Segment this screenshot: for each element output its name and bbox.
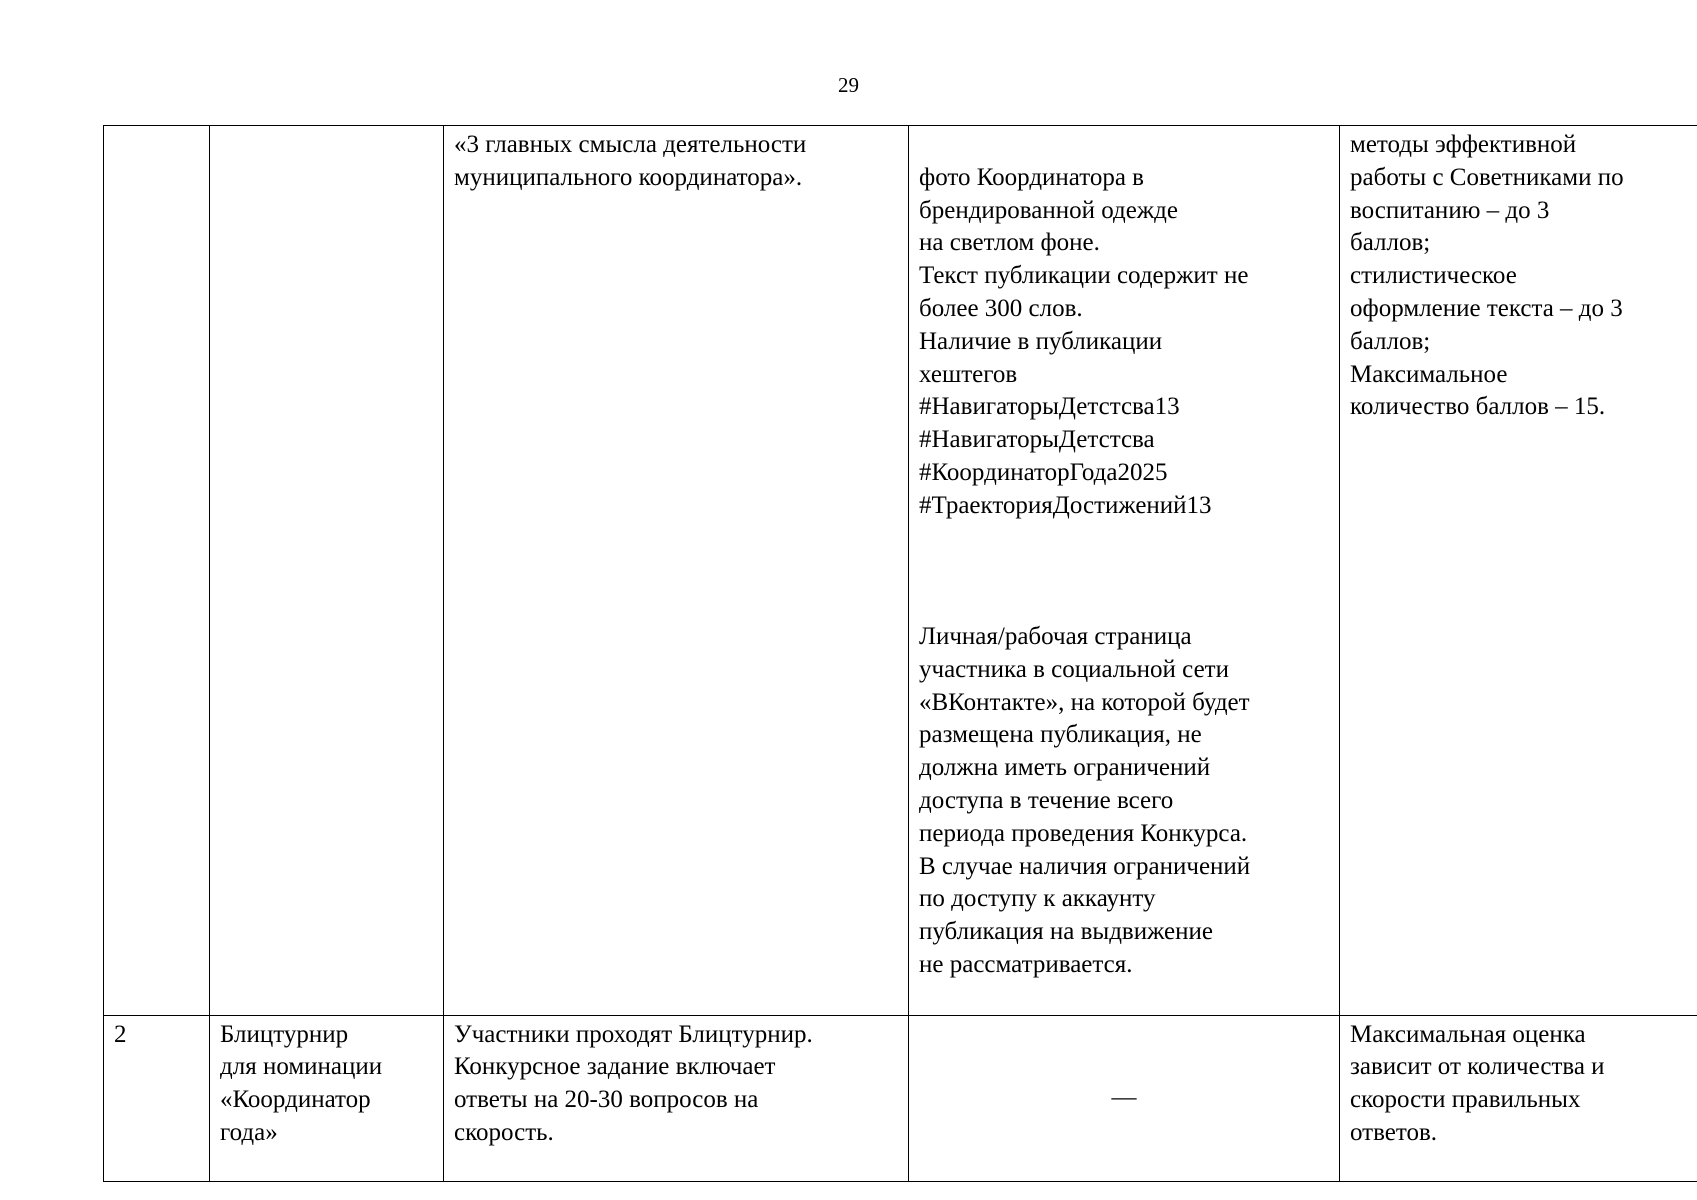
table-row (104, 126, 1697, 1016)
table-row (104, 1015, 1697, 1181)
criteria-cell: методы эффективной работы с Советниками по воспитанию – до 3 баллов; стилистическое оформление текста – до 3 баллов; Максимальное количество баллов – 15. (1340, 126, 1697, 1016)
row-number-cell: 2 (104, 1015, 210, 1181)
competition-table (103, 125, 1697, 1182)
stage-name-cell (210, 126, 444, 1016)
requirements-paragraph: фото Координатора в брендированной одежде на светлом фоне. Текст публикации содержит не более 300 слов. Наличие в публикации хештегов #НавигаторыДетстсва13 #НавигаторыДетстсва #КоординаторГода2025 #ТраекторияДостижений13 (919, 163, 1249, 519)
paragraph-gap (919, 555, 1329, 588)
page-number: 29 (838, 73, 859, 97)
requirements-cell (909, 126, 1340, 1016)
requirements-paragraph: Личная/рабочая страница участника в социальной сети «ВКонтакте», на которой будет размещена публикация, не должна иметь ограничений доступа в течение всего периода проведения Конкурса. В случае наличия ограничений по доступу к аккаунту публикация на выдвижение не рассматривается. (919, 622, 1251, 978)
criteria-cell: Максимальная оценка зависит от количества и скорости правильных ответов. (1340, 1015, 1697, 1181)
description-cell: «3 главных смысла деятельности муниципального координатора». (444, 126, 909, 1016)
requirements-cell: — (909, 1015, 1340, 1181)
description-cell: Участники проходят Блицтурнир. Конкурсное задание включает ответы на 20-30 вопросов на скорость. (444, 1015, 909, 1181)
stage-name-cell: Блицтурнир для номинации «Координатор года» (210, 1015, 444, 1181)
row-number-cell (104, 126, 210, 1016)
